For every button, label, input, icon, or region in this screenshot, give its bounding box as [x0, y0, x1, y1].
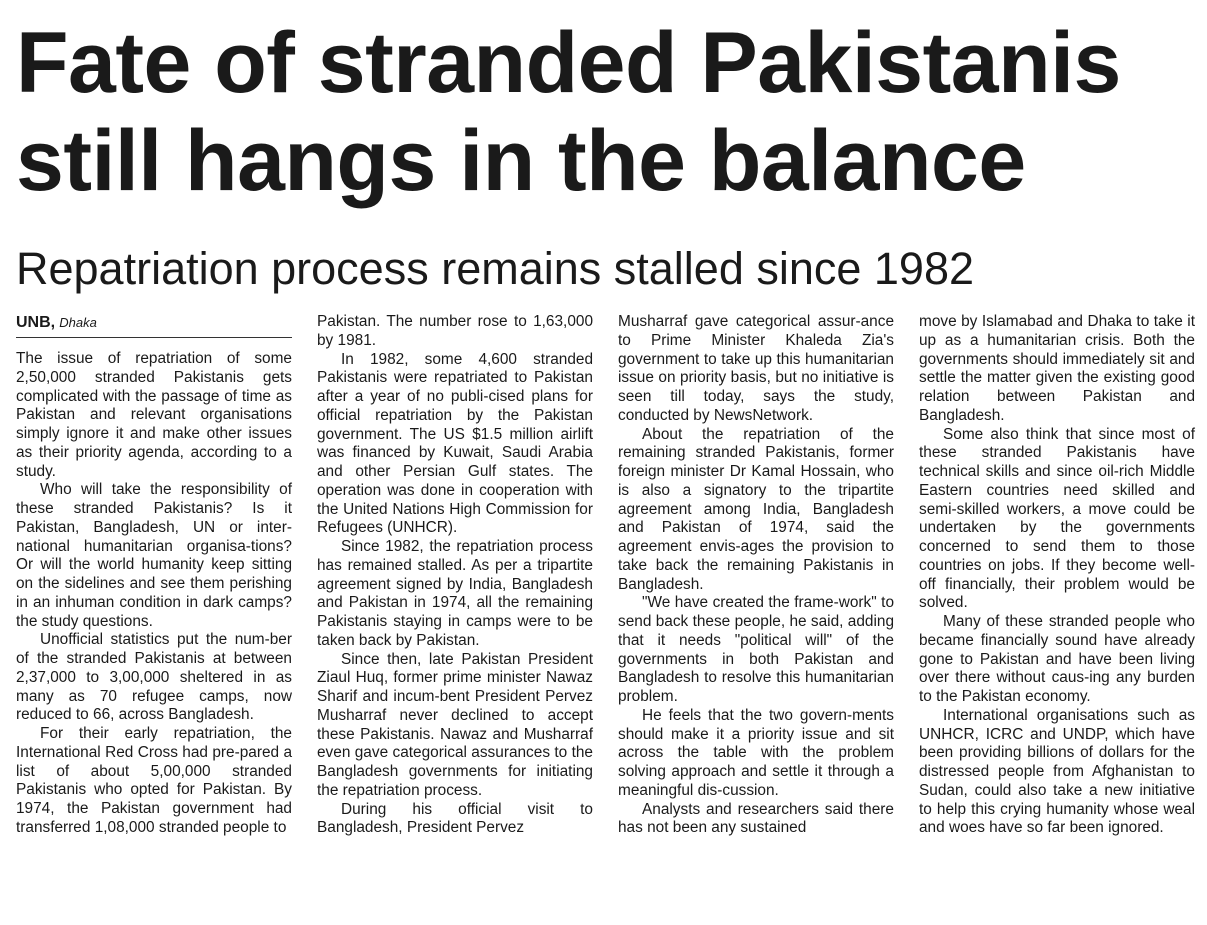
- article-paragraph: Since then, late Pakistan President Ziaul Huq, former prime minister Nawaz Sharif and incum-bent President Pervez Musharraf never declined to accept these Pakistanis. Nawaz and Musharraf even gave categorical assurances to the Bangladesh governments for initiating the repatriation process.: [317, 650, 593, 799]
- article-column-3: [618, 313, 894, 838]
- article-column-1: [16, 313, 292, 838]
- article-paragraph: move by Islamabad and Dhaka to take it up as a humanitarian crisis. Both the governments should immediately sit and settle the matter given the existing good relation between Pakistan and Bangladesh.: [919, 313, 1195, 424]
- article-paragraph: In 1982, some 4,600 stranded Pakistanis were repatriated to Pakistan after a year of no publi-cised plans for official repatriation by the Pakistan government. The US $1.5 million airlift was financed by Kuwait, Saudi Arabia and other Persian Gulf states. The operation was done in cooperation with the United Nations High Commission for Refugees (UNHCR).: [317, 350, 593, 537]
- byline: [16, 313, 292, 338]
- article-paragraph: "We have created the frame-work" to send back these people, he said, adding that it needs "political will" of the governments in both Pakistan and Bangladesh to resolve this humanitarian problem.: [618, 594, 894, 705]
- article-paragraph: Unofficial statistics put the num-ber of the stranded Pakistanis at between 2,37,000 to 3,00,000 sheltered in as many as 70 refugee camps, now reduced to 66, across Bangladesh.: [16, 631, 292, 724]
- headline-line-2: still hangs in the balance: [16, 113, 1026, 209]
- article-paragraph: Since 1982, the repatriation process has remained stalled. As per a tripartite agreement signed by India, Bangladesh and Pakistan in 1974, all the remaining Pakistanis staying in camps were to be taken back by Pakistan.: [317, 538, 593, 649]
- article-column-4: [919, 313, 1195, 838]
- article-paragraph: For their early repatriation, the International Red Cross had pre-pared a list of about 5,00,000 stranded Pakistanis who opted for Pakistan. By 1974, the Pakistan government had transferred 1,08,000 stranded people to: [16, 725, 292, 836]
- headline: [16, 14, 1196, 210]
- byline-location: Dhaka: [59, 315, 97, 330]
- article-paragraph: During his official visit to Bangladesh, President Pervez: [317, 800, 593, 837]
- article-paragraph: The issue of repatriation of some 2,50,000 stranded Pakistanis gets complicated with the passage of time as Pakistan and relevant organisations simply ignore it and make other issues as their priority agenda, according to a study.: [16, 350, 292, 480]
- article-paragraph: Some also think that since most of these stranded Pakistanis have technical skills and since oil-rich Middle Eastern countries need skilled and semi-skilled workers, a move could be undertaken by the governments concerned to send them to those countries on jobs. If they become well-off financially, their problem would be solved.: [919, 425, 1195, 612]
- article-paragraph: Analysts and researchers said there has not been any sustained: [618, 800, 894, 837]
- article-paragraph: About the repatriation of the remaining stranded Pakistanis, former foreign minister Dr Kamal Hossain, who is also a signatory to the tripartite agreement among India, Bangladesh and Pakistan of 1974, said the agreement envis-ages the provision to take back the remaining Pakistanis in Bangladesh.: [618, 425, 894, 593]
- article-paragraph: Many of these stranded people who became financially sound have already gone to Pakistan and have been living over there without caus-ing any burden to the Pakistan economy.: [919, 613, 1195, 705]
- article-paragraph: International organisations such as UNHCR, ICRC and UNDP, which have been providing billions of dollars for the distressed people from Afghanistan to Sudan, could also take a new initiative to help this crying humanity whose weal and woes have so far been ignored.: [919, 706, 1195, 837]
- article-paragraph: Pakistan. The number rose to 1,63,000 by 1981.: [317, 313, 593, 349]
- headline-line-1: Fate of stranded Pakistanis: [16, 15, 1121, 111]
- article-paragraph: He feels that the two govern-ments should make it a priority issue and sit across the table with the problem solving approach and settle it through a meaningful dis-cussion.: [618, 706, 894, 799]
- article-paragraph: Musharraf gave categorical assur-ance to Prime Minister Khaleda Zia's government to take up this humanitarian issue on priority basis, but no initiative is seen till today, says the study, conducted by NewsNetwork.: [618, 313, 894, 424]
- article-column-2: [317, 313, 593, 838]
- subheadline: Repatriation process remains stalled since 1982: [16, 243, 975, 294]
- article-paragraph: Who will take the responsibility of these stranded Pakistanis? Is it Pakistan, Bangladesh, UN or inter-national humanitarian organisa-tions? Or will the world humanity keep sitting on the sidelines and see them perishing in an inhuman condition in dark camps? the study questions.: [16, 481, 292, 630]
- byline-agency: UNB,: [16, 314, 56, 331]
